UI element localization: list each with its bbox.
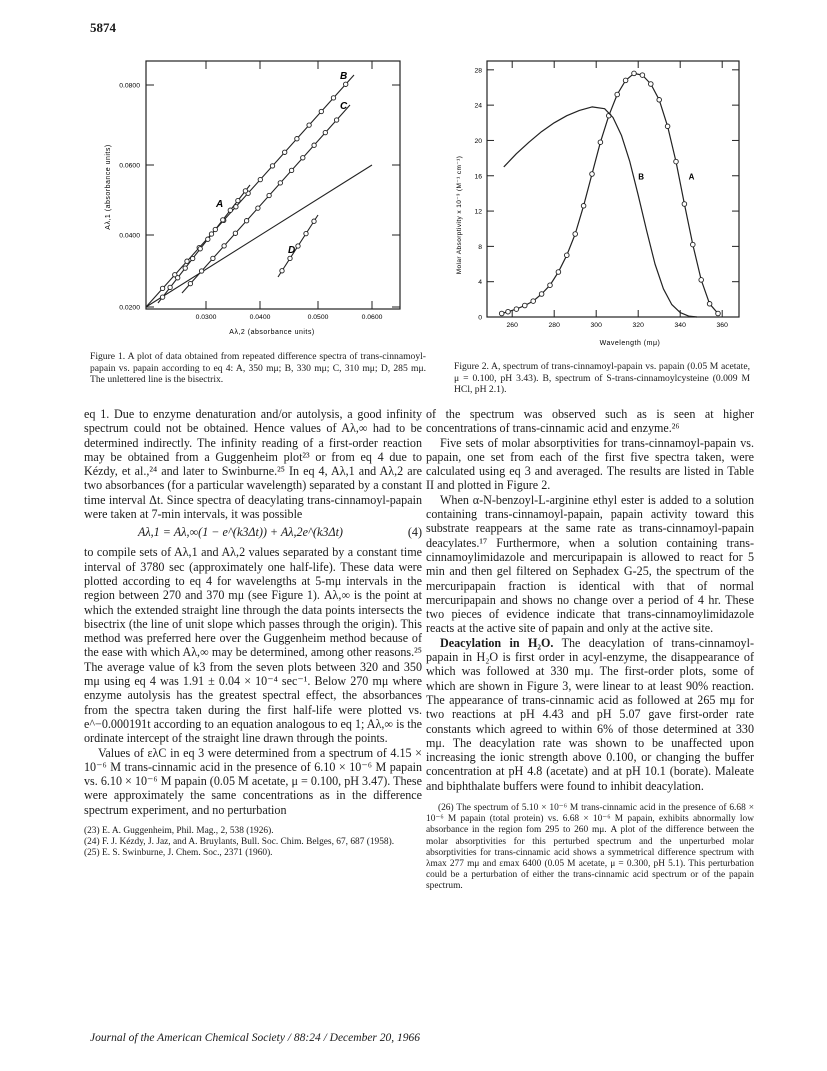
figure-1-point-a bbox=[191, 256, 195, 260]
left-paragraph-3: Values of ελC in eq 3 were determined from a spectrum of 4.15 × 10⁻⁶ M trans-cinnamic acid in the presence of 6.10 × 10⁻⁶ M papain vs. 6.10 × 10⁻⁶ M papain (0.05 M acetate, μ = 0.100, pH 3.47). These were approximately the same concentrations as in the difference spectrum experiment, and no perturbation bbox=[84, 745, 422, 817]
figure-2-y-tick-label: 0 bbox=[478, 314, 482, 322]
figure-2-point-A bbox=[531, 299, 536, 304]
left-column bbox=[84, 407, 422, 860]
figure-2-series-label-b: B bbox=[638, 172, 644, 182]
figure-1-point-a bbox=[228, 208, 232, 212]
figure-2-x-tick-label: 320 bbox=[632, 322, 644, 329]
figure-1-point-c bbox=[301, 156, 305, 160]
figure-2-y-label: Molar Absorptivity x 10⁻³ (M⁻¹ cm⁻¹) bbox=[456, 155, 463, 275]
figure-2 bbox=[455, 55, 745, 345]
figure-1-point-b bbox=[160, 286, 164, 290]
figure-1-point-c bbox=[323, 130, 327, 134]
figure-2-point-A bbox=[573, 232, 578, 237]
figure-1-y-label: Aλ,1 (absorbance units) bbox=[105, 144, 112, 230]
figure-2-point-A bbox=[565, 253, 570, 258]
figure-2-point-A bbox=[640, 73, 645, 78]
figure-2-y-tick-label: 28 bbox=[474, 67, 482, 75]
left-paragraph-2: to compile sets of Aλ,1 and Aλ,2 values separated by a constant time interval of 3780 sec (approximately one half-life). These data were plotted according to eq 4 for wavelengths at 5-mμ intervals in the region between 270 and 370 mμ (see Figure 1). Aλ,∞ is the point at which the extended straight line through the data points intersects the bisectrix (the line of unit slope which passes through the origin). This method was preferred here over the Guggenheim method because of the ease with which Aλ,∞ may be determined, among other reasons.²⁵ The average value of k3 from the seven plots between 320 and 350 mμ using eq 4 was 1.91 ± 0.04 × 10⁻⁴ sec⁻¹. Below 270 mμ where enzyme autolysis has the greatest spectral effect, the absorbances from the spectra taken during the first half-life were plotted vs. e^−0.000191t according to an equation analogous to eq 1; Aλ,∞ is the ordinate intercept of the straight line drawn through the points. bbox=[84, 545, 422, 746]
figure-1-x-ticks bbox=[196, 61, 383, 321]
figure-2-x-tick-label: 260 bbox=[506, 322, 518, 329]
figure-1-point-a bbox=[168, 285, 172, 289]
figure-1-point-c bbox=[222, 244, 226, 248]
figure-2-curve-A bbox=[502, 73, 718, 313]
figure-2-point-A bbox=[682, 202, 687, 207]
figure-1-frame bbox=[146, 61, 400, 309]
figure-1-point-c bbox=[267, 193, 271, 197]
journal-footer: Journal of the American Chemical Society / 88:24 / December 20, 1966 bbox=[90, 1032, 421, 1044]
right-paragraph-3: When α-N-benzoyl-L-arginine ethyl ester is added to a solution containing trans-cinnamoyl-papain, papain activity toward this substrate reappears at the same rate as trans-cinnamoyl-papain deacylates.¹⁷ Furthermore, when a solution containing trans-cinnamoylimidazole and mercuripapain is allowed to react for 5 min and then gel filtered on Sephadex G-25, the spectrum of the mercuripapain fraction is identical with that of normal mercuripapain and shows no change over a period of 4 hr. These two pieces of evidence indicate that trans-cinnamoylimidazole reacts at the active site of papain and only at the active site. bbox=[426, 492, 754, 636]
figure-1-point-c bbox=[244, 219, 248, 223]
figure-2-x-label: Wavelength (mμ) bbox=[599, 340, 661, 347]
figure-1-point-b bbox=[344, 82, 348, 86]
figure-2-point-A bbox=[623, 78, 628, 83]
left-paragraph-1: eq 1. Due to enzyme denaturation and/or autolysis, a good infinity spectrum could not be obtained. Hence values of Aλ,∞ had to be determined indirectly. The infinity reading of a first-order reaction may be obtained from a Guggenheim plot²³ or from eq 4 due to Kézdy, et al.,²⁴ and later to Swinburne.²⁵ In eq 4, Aλ,1 and Aλ,2 are two absorbances (for a particular wavelength) separated by a constant time interval Δt. Since spectra of deacylating trans-cinnamoyl-papain were taken at 7-min intervals, it was possible bbox=[84, 407, 422, 522]
figure-2-y-tick-label: 20 bbox=[474, 137, 482, 145]
figure-1-point-b bbox=[283, 150, 287, 154]
figure-1-x-label: Aλ,2 (absorbance units) bbox=[229, 329, 315, 336]
figure-2-series-label-a: A bbox=[688, 172, 695, 182]
figure-1-point-c bbox=[278, 181, 282, 185]
figure-1-point-b bbox=[234, 205, 238, 209]
figure-1-point-a bbox=[243, 189, 247, 193]
figure-1-point-a bbox=[236, 198, 240, 202]
figure-1-point-b bbox=[295, 137, 299, 141]
figure-1-point-c bbox=[312, 143, 316, 147]
figure-2-x-ticks bbox=[507, 61, 729, 329]
right-column bbox=[426, 407, 754, 893]
figure-1 bbox=[82, 55, 412, 345]
figure-1-caption: Figure 1. A plot of data obtained from repeated difference spectra of trans-cinnamoyl-papain vs. papain according to eq 4: A, 350 mμ; B, 330 mμ; C, 310 mμ; D, 285 mμ. The unlettered line is the bisectrix. bbox=[90, 351, 426, 386]
figure-2-series bbox=[499, 71, 720, 317]
figure-1-plot bbox=[82, 55, 412, 345]
figure-1-point-b bbox=[331, 96, 335, 100]
equation-4-number: (4) bbox=[407, 525, 422, 540]
figure-2-point-A bbox=[499, 311, 504, 316]
deacylation-heading: Deacylation in H₂O. bbox=[440, 635, 554, 650]
figure-2-point-A bbox=[632, 71, 637, 76]
figure-2-point-A bbox=[556, 270, 561, 275]
figure-1-point-c bbox=[256, 206, 260, 210]
figure-1-point-c bbox=[233, 231, 237, 235]
figure-1-point-d bbox=[304, 231, 308, 235]
right-paragraph-1: of the spectrum was observed such as is seen at higher concentrations of trans-cinnamic acid and enzyme.²⁶ bbox=[426, 407, 754, 436]
figure-1-y-tick-label: 0.0400 bbox=[119, 232, 140, 240]
figure-2-point-A bbox=[707, 302, 712, 307]
figure-1-point-c bbox=[334, 118, 338, 122]
figure-1-point-b bbox=[270, 164, 274, 168]
figure-2-point-A bbox=[699, 278, 704, 283]
figure-2-point-A bbox=[539, 292, 544, 297]
figure-1-point-b bbox=[185, 259, 189, 263]
figure-1-x-tick-label: 0.0600 bbox=[361, 314, 383, 321]
figure-2-point-A bbox=[665, 124, 670, 129]
figure-1-point-c bbox=[188, 281, 192, 285]
figure-1-point-d bbox=[280, 269, 284, 273]
figure-1-point-b bbox=[209, 232, 213, 236]
figure-1-line-label-b: B bbox=[340, 71, 348, 82]
figure-1-point-a bbox=[206, 237, 210, 241]
figure-2-plot bbox=[455, 55, 745, 345]
figure-2-x-tick-label: 340 bbox=[674, 322, 686, 329]
equation-4 bbox=[84, 525, 422, 540]
figure-2-x-tick-label: 300 bbox=[590, 322, 602, 329]
figure-1-point-b bbox=[307, 123, 311, 127]
figure-1-point-a bbox=[176, 276, 180, 280]
figure-1-point-d bbox=[312, 219, 316, 223]
figure-1-point-a bbox=[221, 218, 225, 222]
figure-2-point-A bbox=[590, 172, 595, 177]
right-paragraph-4 bbox=[426, 636, 754, 793]
figure-2-point-A bbox=[506, 309, 511, 314]
reference-24: (24) F. J. Kézdy, J. Jaz, and A. Bruylants, Bull. Soc. Chim. Belges, 67, 687 (1958). bbox=[84, 837, 395, 848]
line-a bbox=[158, 185, 250, 303]
figure-2-point-A bbox=[674, 159, 679, 164]
figure-2-point-A bbox=[716, 311, 721, 316]
references bbox=[84, 826, 422, 860]
bisectrix-line bbox=[146, 165, 372, 307]
figure-1-point-c bbox=[289, 168, 293, 172]
figure-2-y-tick-label: 4 bbox=[478, 279, 482, 287]
figure-1-point-a bbox=[198, 247, 202, 251]
figure-1-y-ticks bbox=[119, 83, 400, 312]
figure-1-line-label-a: A bbox=[216, 199, 224, 210]
reference-25: (25) E. S. Swinburne, J. Chem. Soc., 2371 (1960). bbox=[84, 848, 273, 859]
figure-1-y-tick-label: 0.0800 bbox=[119, 82, 140, 90]
figure-2-point-A bbox=[615, 92, 620, 97]
figure-1-point-c bbox=[199, 269, 203, 273]
figure-1-point-b bbox=[258, 177, 262, 181]
figure-1-points bbox=[160, 82, 348, 299]
figure-2-y-ticks bbox=[474, 67, 739, 321]
figure-2-point-A bbox=[581, 204, 586, 209]
figure-1-x-tick-label: 0.0400 bbox=[249, 314, 271, 321]
right-paragraph-4-text: The deacylation of trans-cinnamoyl-papain in H₂O is first order in acyl-enzyme, the disappearance of which was followed at 330 mμ. The first-order plots, some of which are shown in Figure 3, were linear to at least 90% reaction. The appearance of trans-cinnamic acid as followed at 265 mμ for two reactions at pH 4.43 and pH 5.07 gave first-order rate constants which agreed to within 6% of those determined at 330 mμ. The deacylation rate was shown to be unaffected upon increasing the ionic strength above 0.100, or changing the buffer concentration at pH 4.8 (acetate) and at pH 10.1 (borate). Maleate and biphthalate buffers were found to inhibit deacylation. bbox=[426, 635, 754, 793]
figure-2-y-tick-label: 12 bbox=[474, 208, 482, 216]
page-number: 5874 bbox=[90, 20, 116, 35]
figure-1-x-tick-label: 0.0500 bbox=[307, 314, 329, 321]
figure-2-point-A bbox=[649, 82, 654, 87]
figure-2-y-tick-label: 16 bbox=[474, 173, 482, 181]
figure-2-point-A bbox=[523, 303, 528, 308]
figure-1-point-a bbox=[183, 266, 187, 270]
figure-1-line-label-d: D bbox=[288, 245, 296, 256]
figure-2-point-A bbox=[657, 98, 662, 103]
figure-1-point-a bbox=[213, 227, 217, 231]
figure-1-point-c bbox=[211, 256, 215, 260]
footnote-26: (26) The spectrum of 5.10 × 10⁻⁶ M trans-cinnamic acid in the presence of 6.68 × 10⁻⁶ M papain (total protein) vs. 6.68 × 10⁻⁶ M papain, exhibits abnormally low absorbance in the region fom 295 to 260 mμ. A plot of the difference between the molar absorptivities for this perturbed spectrum and the unperturbed molar absorptivities for trans-cinnamic acid shows a symmetrical difference spectrum with λmax 277 mμ and εmax 6400 (0.05 M acetate, μ = 0.300, pH 5.1). This perturbation could be a perturbation of either the trans-cinnamic acid spectrum or of the papain spectrum. bbox=[426, 803, 754, 892]
figure-1-point-d bbox=[296, 244, 300, 248]
figure-2-y-tick-label: 24 bbox=[474, 102, 482, 110]
figure-1-x-tick-label: 0.0300 bbox=[195, 314, 217, 321]
figure-2-y-tick-label: 8 bbox=[478, 243, 482, 251]
figure-1-y-tick-label: 0.0200 bbox=[119, 304, 140, 312]
right-paragraph-2: Five sets of molar absorptivities for trans-cinnamoyl-papain vs. papain, one set from each of the first five spectra taken, were calculated using eq 3 and averaged. The results are listed in Table II and plotted in Figure 2. bbox=[426, 435, 754, 493]
figure-2-caption: Figure 2. A, spectrum of trans-cinnamoyl-papain vs. papain (0.05 M acetate, μ = 0.100, pH 3.43). B, spectrum of S-trans-cinnamoylcysteine (0.009 M HCl, pH 2.1). bbox=[454, 361, 750, 396]
reference-23: (23) E. A. Guggenheim, Phil. Mag., 2, 538 (1926). bbox=[84, 826, 274, 837]
figure-2-point-A bbox=[548, 283, 553, 288]
figure-1-line-label-c: C bbox=[340, 101, 348, 112]
figure-2-point-A bbox=[514, 307, 519, 312]
figure-2-point-A bbox=[691, 242, 696, 247]
equation-4-body: Aλ,1 = Aλ,∞(1 − e^(k3Δt)) + Aλ,2e^(k3Δt) bbox=[138, 525, 343, 540]
figure-1-y-tick-label: 0.0600 bbox=[119, 162, 140, 170]
figure-2-x-tick-label: 360 bbox=[716, 322, 728, 329]
figure-1-point-d bbox=[288, 256, 292, 260]
figure-1-point-a bbox=[160, 295, 164, 299]
figure-2-curve-B bbox=[504, 107, 697, 317]
figure-2-point-A bbox=[598, 140, 603, 145]
figure-2-x-tick-label: 280 bbox=[548, 322, 560, 329]
figure-1-point-b bbox=[319, 109, 323, 113]
